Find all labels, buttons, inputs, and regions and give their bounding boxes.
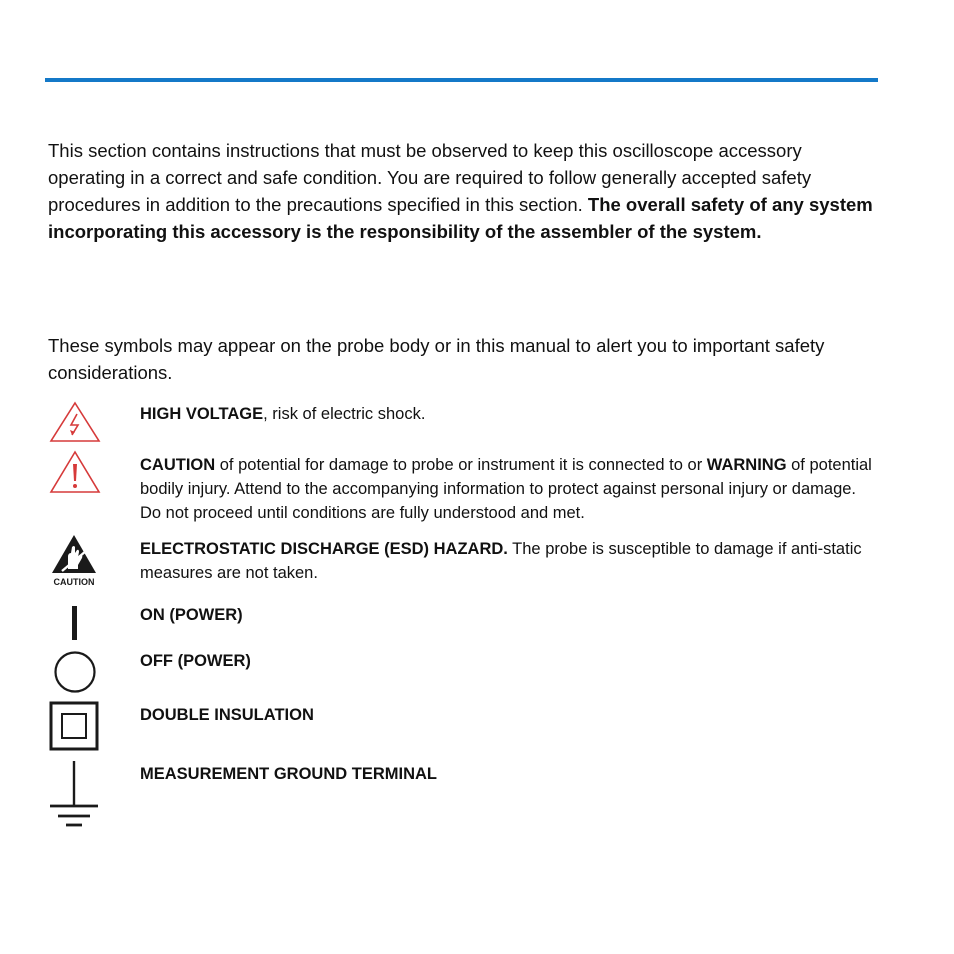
symbol-power-off (140, 649, 880, 673)
intro-paragraph (48, 137, 878, 245)
symbols-intro-paragraph: These symbols may appear on the probe body or in this manual to alert you to important safety considerations. (48, 335, 825, 383)
double-insulation-icon (49, 701, 101, 753)
symbol-high-voltage (140, 402, 880, 426)
ground-terminal-label: MEASUREMENT GROUND TERMINAL (140, 765, 437, 783)
symbol-ground-terminal (140, 762, 880, 786)
power-on-label: ON (POWER) (140, 606, 243, 624)
double-insulation-label: DOUBLE INSULATION (140, 706, 314, 724)
esd-label: ELECTROSTATIC DISCHARGE (ESD) HAZARD. (140, 540, 508, 558)
symbol-caution (140, 453, 880, 525)
caution-text-b: of potential bodily injury. Attend to the accompanying information to protect against personal injury or damage. Do not proceed until conditions are fully understood and met. (140, 456, 872, 522)
high-voltage-text: , risk of electric shock. (263, 405, 426, 423)
high-voltage-label: HIGH VOLTAGE (140, 405, 264, 423)
power-off-label: OFF (POWER) (140, 652, 251, 670)
header-rule (45, 78, 878, 82)
symbol-esd (140, 537, 880, 585)
caution-icon (49, 450, 101, 494)
caution-label: CAUTION (140, 456, 216, 474)
esd-icon-caption: CAUTION (53, 577, 95, 587)
intro-text: This section contains instructions that must be observed to keep this oscilloscope accessory operating in a correct and safe condition. You are required to follow generally accepted safety procedures in addition to the precautions specified in this section. (48, 140, 812, 215)
warning-label: WARNING (706, 456, 787, 474)
intro-bold-text: The overall safety of any system incorporating this accessory is the responsibility of the assembler of the system. (48, 194, 873, 242)
esd-text: The probe is susceptible to damage if anti-static measures are not taken. (140, 540, 862, 582)
esd-hazard-icon (50, 533, 98, 589)
symbol-double-insulation (140, 703, 880, 727)
caution-text-a: of potential for damage to probe or instrument it is connected to or (215, 456, 707, 474)
power-off-icon (53, 650, 97, 694)
ground-terminal-icon (48, 760, 102, 830)
symbol-power-on (140, 603, 880, 627)
high-voltage-icon (49, 401, 101, 443)
power-on-icon (69, 605, 81, 641)
